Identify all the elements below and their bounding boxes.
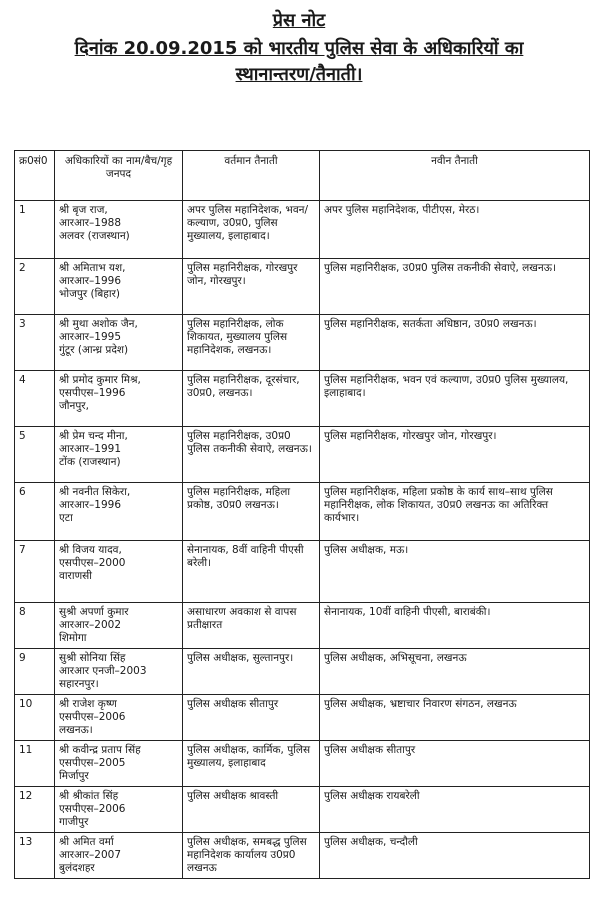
- current-posting: पुलिस महानिरीक्षक, लोक शिकायत, मुख्यालय पुलिस महानिदेशक, लखनऊ।: [183, 315, 320, 371]
- new-posting: पुलिस महानिरीक्षक, सतर्कता अधिष्ठान, उ0प्र0 लखनऊ।: [320, 315, 590, 371]
- officer-cell: [55, 603, 183, 649]
- officer-name: श्री अमित वर्मा: [59, 836, 114, 848]
- new-posting: पुलिस महानिरीक्षक, महिला प्रकोष्ठ के कार्य साथ–साथ पुलिस महानिरीक्षक, लोक शिकायत, उ0प्र0 लखनऊ का अतिरिक्त कार्यभार।: [320, 483, 590, 541]
- new-posting: पुलिस अधीक्षक, भ्रष्टाचार निवारण संगठन, लखनऊ: [320, 695, 590, 741]
- officer-home-district: जौनपुर,: [59, 400, 89, 412]
- officer-cell: [55, 259, 183, 315]
- officer-home-district: वाराणसी: [59, 570, 92, 582]
- header-new-posting: नवीन तैनाती: [320, 151, 590, 201]
- serial-number: 5: [15, 427, 55, 483]
- new-posting: पुलिस अधीक्षक, मऊ।: [320, 541, 590, 603]
- new-posting: पुलिस महानिरीक्षक, गोरखपुर जोन, गोरखपुर।: [320, 427, 590, 483]
- current-posting: पुलिस अधीक्षक सीतापुर: [183, 695, 320, 741]
- table-row: [15, 833, 590, 879]
- officer-home-district: मिर्जापुर: [59, 770, 89, 782]
- new-posting: पुलिस अधीक्षक रायबरेली: [320, 787, 590, 833]
- table-body: [15, 201, 590, 879]
- table-row: [15, 201, 590, 259]
- transfer-table: [14, 150, 590, 879]
- officer-home-district: शिमोगा: [59, 632, 87, 644]
- header-serial: क्र0सं0: [15, 151, 55, 201]
- officer-batch: आरआर–1991: [59, 443, 122, 455]
- table-row: [15, 483, 590, 541]
- officer-name: सुश्री अपर्णा कुमार: [59, 606, 129, 618]
- serial-number: 11: [15, 741, 55, 787]
- officer-cell: [55, 649, 183, 695]
- officer-home-district: टोंक (राजस्थान): [59, 456, 121, 468]
- officer-home-district: एटा: [59, 512, 73, 524]
- header-current-posting: वर्तमान तैनाती: [183, 151, 320, 201]
- officer-name: सुश्री सोनिया सिंह: [59, 652, 126, 664]
- officer-batch: आरआर–1996: [59, 275, 122, 287]
- serial-number: 12: [15, 787, 55, 833]
- current-posting: पुलिस अधीक्षक श्रावस्ती: [183, 787, 320, 833]
- new-posting: पुलिस अधीक्षक सीतापुर: [320, 741, 590, 787]
- officer-batch: एसपीएस–2000: [59, 557, 126, 569]
- table-row: [15, 259, 590, 315]
- officer-home-district: सहारनपुर।: [59, 678, 99, 690]
- officer-name: श्री बृज राज,: [59, 204, 108, 216]
- serial-number: 4: [15, 371, 55, 427]
- current-posting: पुलिस महानिरीक्षक, दूरसंचार, उ0प्र0, लखनऊ।: [183, 371, 320, 427]
- officer-home-district: भोजपुर (बिहार): [59, 288, 120, 300]
- officer-batch: एसपीएस–1996: [59, 387, 126, 399]
- serial-number: 13: [15, 833, 55, 879]
- officer-cell: [55, 833, 183, 879]
- officer-cell: [55, 201, 183, 259]
- officer-name: श्री अमिताभ यश,: [59, 262, 126, 274]
- officer-batch: आरआर–2002: [59, 619, 122, 631]
- table-row: [15, 741, 590, 787]
- serial-number: 8: [15, 603, 55, 649]
- officer-home-district: गाजीपुर: [59, 816, 89, 828]
- officer-name: श्री कवीन्द्र प्रताप सिंह: [59, 744, 141, 756]
- officer-cell: [55, 787, 183, 833]
- officer-name: श्री प्रेम चन्द मीना,: [59, 430, 128, 442]
- officer-name: श्री प्रमोद कुमार मिश्र,: [59, 374, 141, 386]
- current-posting: असाधारण अवकाश से वापस प्रतीक्षारत: [183, 603, 320, 649]
- officer-batch: आरआर–1995: [59, 331, 122, 343]
- officer-name: श्री श्रीकांत सिंह: [59, 790, 119, 802]
- officer-home-district: बुलंदशहर: [59, 862, 95, 874]
- new-posting: पुलिस महानिरीक्षक, भवन एवं कल्याण, उ0प्र0 पुलिस मुख्यालय, इलाहाबाद।: [320, 371, 590, 427]
- officer-batch: आरआर–1988: [59, 217, 122, 229]
- serial-number: 10: [15, 695, 55, 741]
- officer-cell: [55, 741, 183, 787]
- new-posting: सेनानायक, 10वीं वाहिनी पीएसी, बाराबंकी।: [320, 603, 590, 649]
- officer-home-district: अलवर (राजस्थान): [59, 230, 130, 242]
- table-row: [15, 371, 590, 427]
- table-row: [15, 427, 590, 483]
- officer-cell: [55, 695, 183, 741]
- current-posting: पुलिस महानिरीक्षक, गोरखपुर जोन, गोरखपुर।: [183, 259, 320, 315]
- officer-batch: आरआर–1996: [59, 499, 122, 511]
- officer-name: श्री नवनीत सिकेरा,: [59, 486, 131, 498]
- press-note-subtitle-cont: स्थानान्तरण/तैनाती।: [235, 64, 363, 85]
- serial-number: 1: [15, 201, 55, 259]
- table-header-row: [15, 151, 590, 201]
- officer-batch: एसपीएस–2006: [59, 711, 126, 723]
- new-posting: पुलिस अधीक्षक, चन्दौली: [320, 833, 590, 879]
- officer-name: श्री राजेश कृष्ण: [59, 698, 117, 710]
- officer-cell: [55, 541, 183, 603]
- current-posting: पुलिस अधीक्षक, कार्मिक, पुलिस मुख्यालय, इलाहाबाद: [183, 741, 320, 787]
- officer-cell: [55, 371, 183, 427]
- officer-name: श्री विजय यादव,: [59, 544, 122, 556]
- officer-cell: [55, 427, 183, 483]
- officer-batch: आरआर–2007: [59, 849, 122, 861]
- press-note-title: प्रेस नोट: [272, 10, 326, 31]
- table-row: [15, 541, 590, 603]
- new-posting: पुलिस महानिरीक्षक, उ0प्र0 पुलिस तकनीकी सेवाऐ, लखनऊ।: [320, 259, 590, 315]
- table-row: [15, 603, 590, 649]
- header-officer: अधिकारियों का नाम/बैच/गृह जनपद: [55, 151, 183, 201]
- current-posting: पुलिस अधीक्षक, समबद्ध पुलिस महानिदेशक कार्यालय उ0प्र0 लखनऊ: [183, 833, 320, 879]
- new-posting: अपर पुलिस महानिदेशक, पीटीएस, मेरठ।: [320, 201, 590, 259]
- serial-number: 3: [15, 315, 55, 371]
- officer-cell: [55, 315, 183, 371]
- new-posting: पुलिस अधीक्षक, अभिसूचना, लखनऊ: [320, 649, 590, 695]
- press-note-subtitle: दिनांक 20.09.2015 को भारतीय पुलिस सेवा के अधिकारियों का: [74, 38, 524, 59]
- table-row: [15, 315, 590, 371]
- officer-name: श्री मुथा अशोक जैन,: [59, 318, 138, 330]
- table-row: [15, 787, 590, 833]
- officer-batch: एसपीएस–2006: [59, 803, 126, 815]
- serial-number: 2: [15, 259, 55, 315]
- current-posting: पुलिस अधीक्षक, सुल्तानपुर।: [183, 649, 320, 695]
- serial-number: 9: [15, 649, 55, 695]
- press-note-header: [0, 8, 598, 88]
- officer-cell: [55, 483, 183, 541]
- table-row: [15, 649, 590, 695]
- table-row: [15, 695, 590, 741]
- officer-home-district: गुंटूर (आन्ध्र प्रदेश): [59, 344, 129, 356]
- current-posting: पुलिस महानिरीक्षक, उ0प्र0 पुलिस तकनीकी सेवाऐ, लखनऊ।: [183, 427, 320, 483]
- current-posting: अपर पुलिस महानिदेशक, भवन/कल्याण, उ0प्र0, पुलिस मुख्यालय, इलाहाबाद।: [183, 201, 320, 259]
- current-posting: सेनानायक, 8वीं वाहिनी पीएसी बरेली।: [183, 541, 320, 603]
- officer-home-district: लखनऊ।: [59, 724, 93, 736]
- officer-batch: आरआर एनजी–2003: [59, 665, 147, 677]
- officer-batch: एसपीएस–2005: [59, 757, 126, 769]
- serial-number: 6: [15, 483, 55, 541]
- current-posting: पुलिस महानिरीक्षक, महिला प्रकोष्ठ, उ0प्र0 लखनऊ।: [183, 483, 320, 541]
- serial-number: 7: [15, 541, 55, 603]
